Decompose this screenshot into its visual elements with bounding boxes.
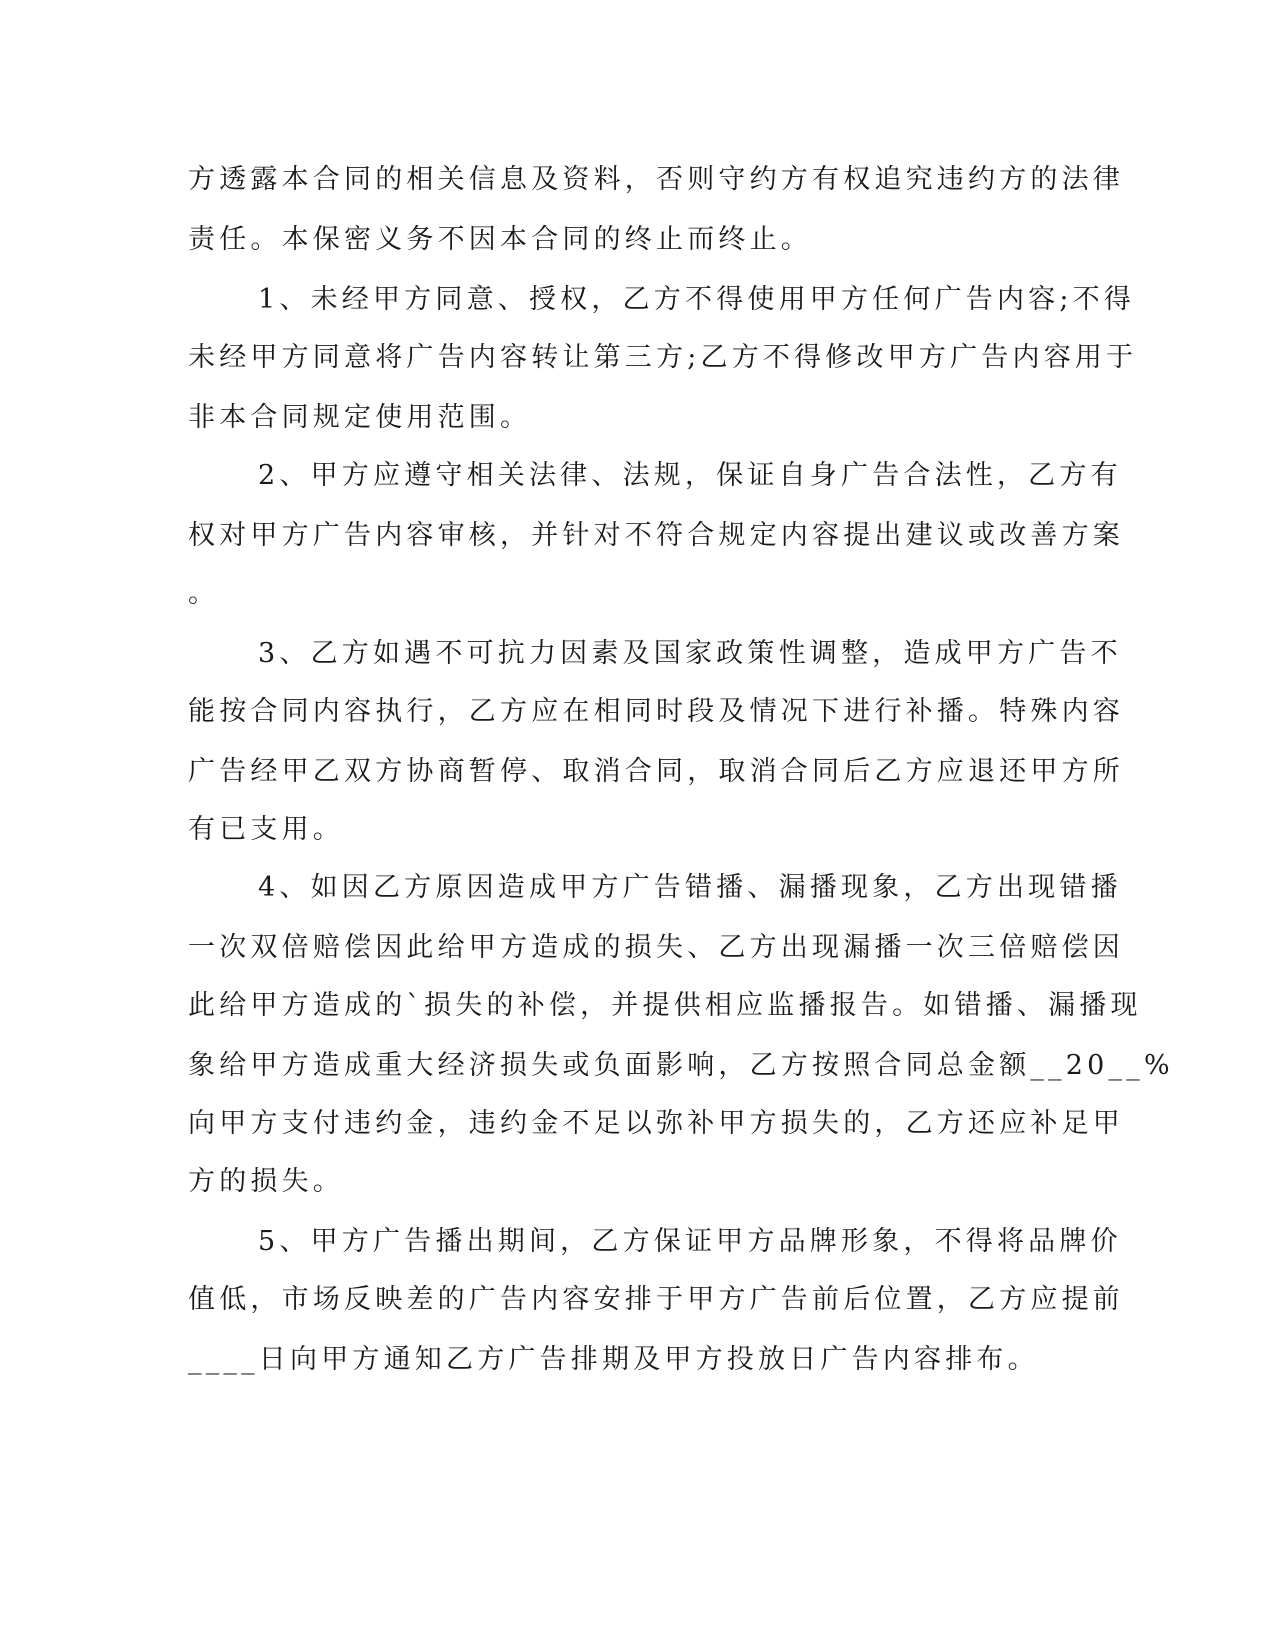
clause-3-line: 3、乙方如遇不可抗力因素及国家政策性调整，造成甲方广告不 [258, 638, 1122, 669]
text-line: 未经甲方同意将广告内容转让第三方;乙方不得修改甲方广告内容用于 [188, 342, 1138, 373]
text-line: 向甲方支付违约金，违约金不足以弥补甲方损失的，乙方还应补足甲 [188, 1108, 1124, 1139]
text-line: 权对甲方广告内容审核，并针对不符合规定内容提出建议或改善方案 [188, 520, 1124, 551]
text-line: 方透露本合同的相关信息及资料，否则守约方有权追究违约方的法律 [188, 164, 1124, 195]
text-line: 值低，市场反映差的广告内容安排于甲方广告前后位置，乙方应提前 [188, 1284, 1124, 1315]
text-line: 此给甲方造成的`损失的补偿，并提供相应监播报告。如错播、漏播现 [188, 990, 1142, 1021]
text-line: 象给甲方造成重大经济损失或负面影响，乙方按照合同总金额__20__% [188, 1050, 1174, 1081]
text-line: 能按合同内容执行，乙方应在相同时段及情况下进行补播。特殊内容 [188, 696, 1124, 727]
text-line: 有已支用。 [188, 814, 344, 845]
text-line: 责任。本保密义务不因本合同的终止而终止。 [188, 224, 812, 255]
text-line: 非本合同规定使用范围。 [188, 402, 532, 433]
text-line: 一次双倍赔偿因此给甲方造成的损失、乙方出现漏播一次三倍赔偿因 [188, 932, 1124, 963]
clause-2-line: 2、甲方应遵守相关法律、法规，保证自身广告合法性，乙方有 [258, 460, 1122, 491]
clause-1-line: 1、未经甲方同意、授权，乙方不得使用甲方任何广告内容;不得 [258, 284, 1136, 315]
clause-4-line: 4、如因乙方原因造成甲方广告错播、漏播现象，乙方出现错播 [258, 872, 1122, 903]
text-line: 广告经甲乙双方协商暂停、取消合同，取消合同后乙方应退还甲方所 [188, 756, 1124, 787]
clause-5-line: 5、甲方广告播出期间，乙方保证甲方品牌形象，不得将品牌价 [258, 1226, 1122, 1257]
text-line: 方的损失。 [188, 1166, 344, 1197]
text-line: 。 [188, 578, 220, 609]
text-line: ____日向甲方通知乙方广告排期及甲方投放日广告内容排布。 [188, 1344, 1039, 1375]
